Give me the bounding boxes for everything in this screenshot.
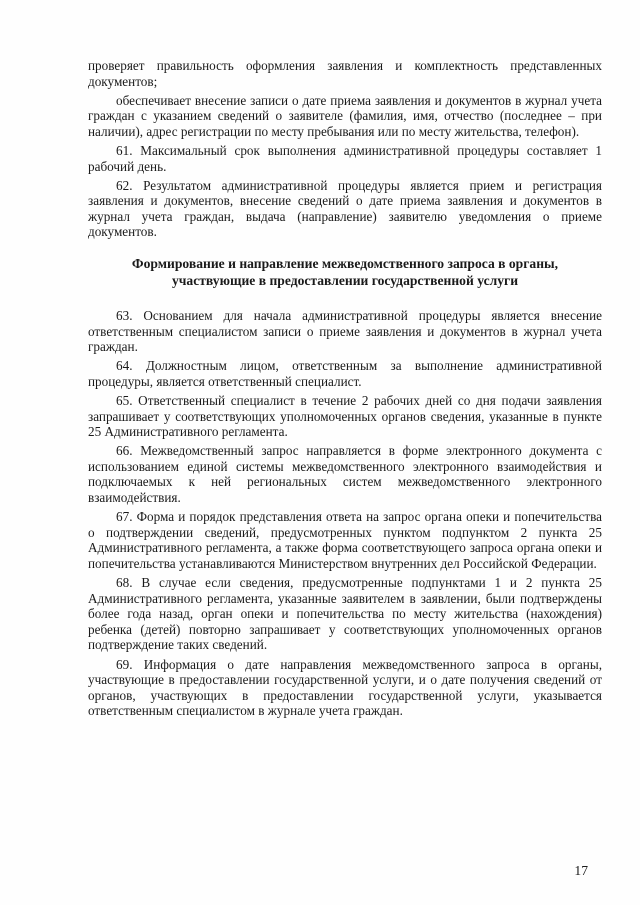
paragraph-64: 64. Должностным лицом, ответственным за выполнение административной процедуры, является ответственный специалист. bbox=[88, 358, 602, 389]
paragraph-68: 68. В случае если сведения, предусмотренные подпунктами 1 и 2 пункта 25 Административного регламента, указанные заявителем в заявлении, были подтверждены более года назад, орган опеки и попечительства по месту жительства (нахождения) ребенка (детей) повторно запрашивает у соответствующих уполномоченных органов подтверждение таких сведений. bbox=[88, 575, 602, 653]
paragraph-69: 69. Информация о дате направления межведомственного запроса в органы, участвующие в предоставлении государственной услуги, и о дате получения сведений от органов, участвующих в предоставлении государственной услуги, указывается ответственным специалистом в журнале учета граждан. bbox=[88, 656, 602, 719]
paragraph-63: 63. Основанием для начала административной процедуры является внесение ответственным специалистом записи о приеме заявления и документов в журнал учета граждан. bbox=[88, 308, 602, 355]
paragraph-65: 65. Ответственный специалист в течение 2 рабочих дней со дня подачи заявления запрашивает у соответствующих уполномоченных органов сведения, указанные в пункте 25 Административного регламента. bbox=[88, 393, 602, 440]
section-heading: Формирование и направление межведомственного запроса в органы, участвующие в предоставлении государственной услуги bbox=[131, 256, 559, 289]
document-body bbox=[88, 58, 602, 719]
paragraph-66: 66. Межведомственный запрос направляется в форме электронного документа с использованием единой системы межведомственного электронного взаимодействия и подключаемых к ней региональных систем межведомственного электронного взаимодействия. bbox=[88, 443, 602, 506]
page-number: 17 bbox=[574, 863, 588, 879]
paragraph-62: 62. Результатом административной процедуры является прием и регистрация заявления и документов, внесение сведений о дате приема заявления и документов в журнал учета граждан, выдача (направление) заявителю уведомления о приеме документов. bbox=[88, 177, 602, 240]
paragraph-61: 61. Максимальный срок выполнения административной процедуры составляет 1 рабочий день. bbox=[88, 142, 602, 174]
paragraph-67: 67. Форма и порядок представления ответа на запрос органа опеки и попечительства о подтверждении сведений, предусмотренных пунктом подпунктом 2 пункта 25 Административного регламента, а также форма соответствующего запроса органа опеки и попечительства устанавливаются Министерством внутренних дел Российской Федерации. bbox=[88, 509, 602, 571]
paragraph-continuation: проверяет правильность оформления заявления и комплектность представленных документов; bbox=[88, 58, 602, 89]
paragraph-registration-entry: обеспечивает внесение записи о дате приема заявления и документов в журнал учета граждан с указанием сведений о заявителе (фамилия, имя, отчество (последнее – при наличии), адрес регистрации по месту пребывания или по месту жительства, телефон). bbox=[88, 92, 602, 139]
